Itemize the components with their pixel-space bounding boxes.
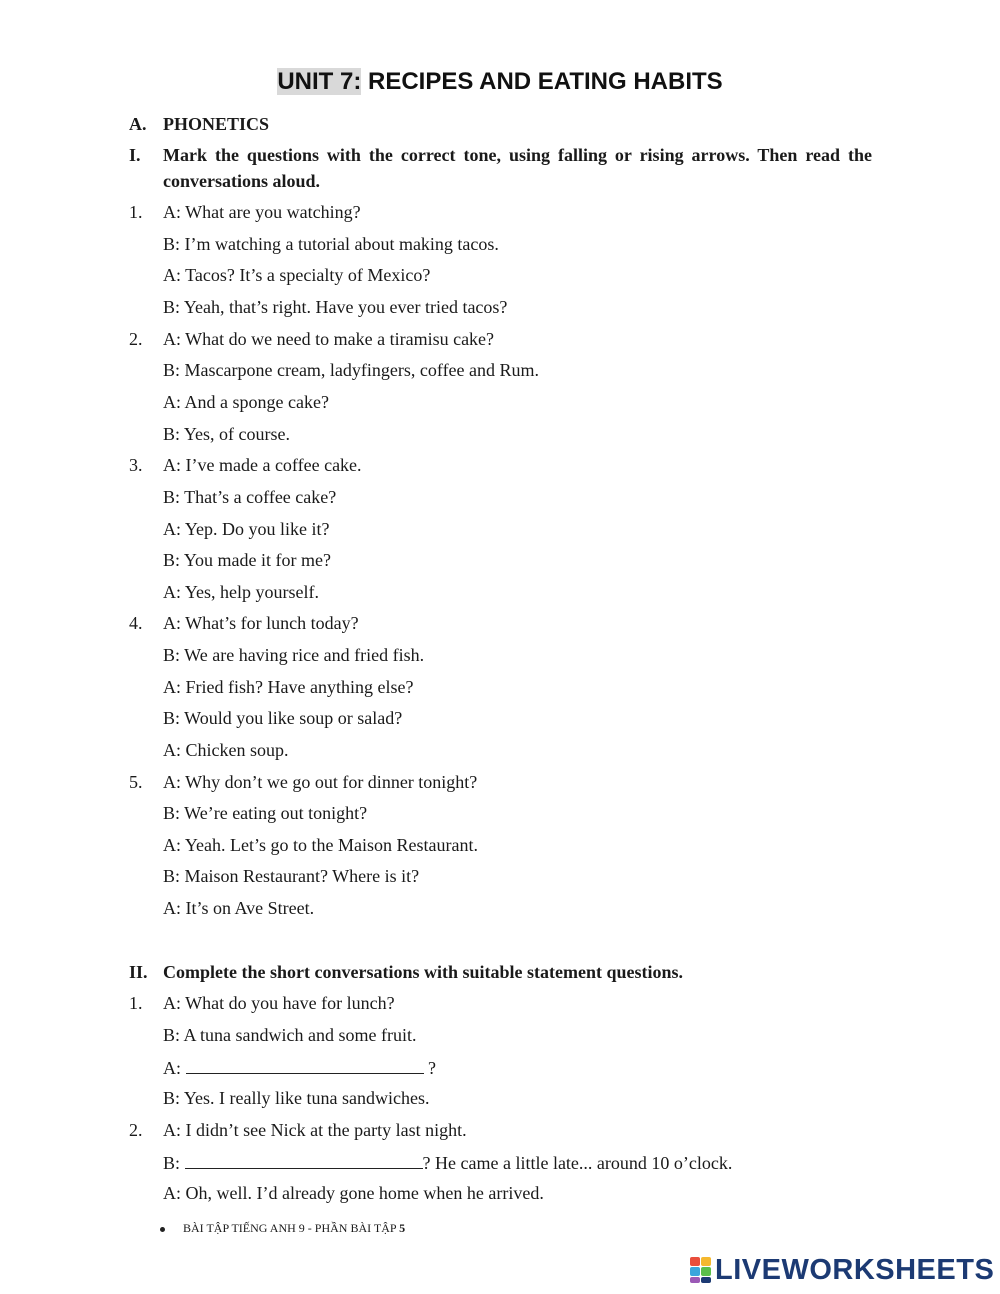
liveworksheets-logo[interactable] bbox=[690, 1250, 994, 1290]
section-a-title: PHONETICS bbox=[163, 114, 270, 134]
conversation-number: 4. bbox=[129, 613, 143, 633]
footer-text: BÀI TẬP TIẾNG ANH 9 - PHẦN BÀI TẬP bbox=[183, 1221, 400, 1235]
task1-instruction: Mark the questions with the correct tone, using falling or rising arrows. Then read the conversations aloud. bbox=[163, 145, 872, 191]
conversation-number: 2. bbox=[129, 329, 143, 349]
unit-title: RECIPES AND EATING HABITS bbox=[361, 68, 723, 95]
task2-instruction: Complete the short conversations with suitable statement questions. bbox=[163, 962, 683, 982]
task2-marker: II. bbox=[129, 962, 148, 982]
page-footer bbox=[160, 1218, 405, 1238]
conversation-number: 3. bbox=[129, 455, 143, 475]
unit-label: UNIT 7: bbox=[277, 68, 362, 95]
bullet-icon bbox=[160, 1227, 165, 1232]
conversation-number: 5. bbox=[129, 772, 143, 792]
brand-name: LIVEWORKSHEETS bbox=[715, 1253, 995, 1286]
answer-blank-1[interactable] bbox=[186, 1055, 424, 1074]
task1-marker: I. bbox=[129, 145, 141, 165]
conversation-number: 1. bbox=[129, 202, 143, 222]
page-title bbox=[0, 64, 1000, 100]
page-number: 5 bbox=[399, 1221, 406, 1235]
liveworksheets-icon bbox=[690, 1255, 712, 1285]
section-a-marker: A. bbox=[129, 114, 147, 134]
answer-blank-2[interactable] bbox=[185, 1150, 423, 1169]
